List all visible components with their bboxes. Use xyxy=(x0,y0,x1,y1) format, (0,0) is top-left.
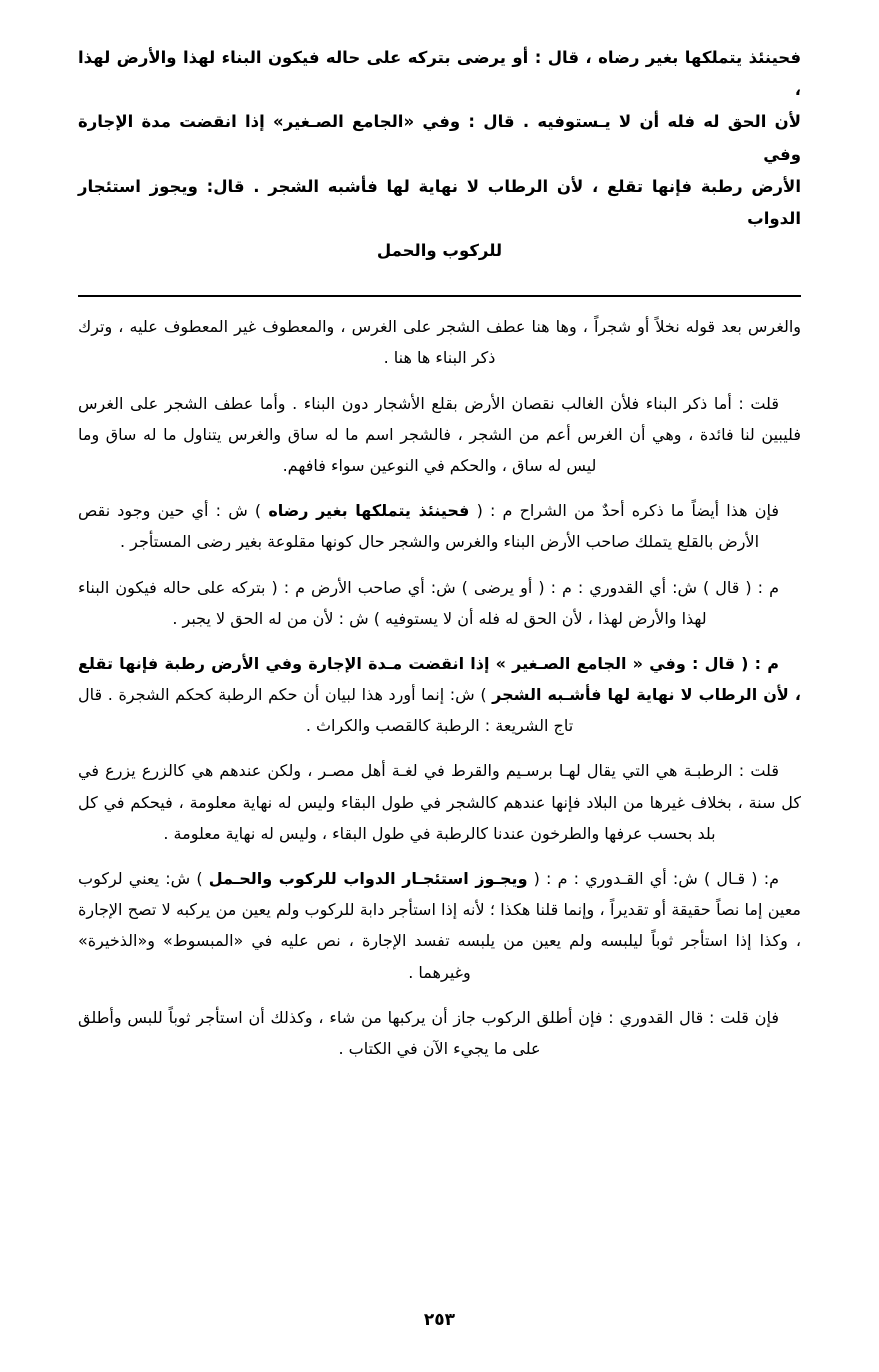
sharh-paragraph-4: م : ( قال ) ش: أي القدوري : م : ( أو يرضى ) ش: أي صاحب الأرض م : ( بتركه على حاله فيكون البناء لهذا والأرض لهذا ، لأن الحق له فله أن لا يستوفيه ) ش : لأن من له الحق لا يجبر . xyxy=(78,577,779,628)
section-divider xyxy=(78,295,801,297)
sharh-paragraph-2: قلت : أما ذكر البناء فلأن الغالب نقصان الأرض بقلع الأشجار دون البناء . وأما عطف الشجر على الغرس فليبين لنا فائدة ، وهي أن الغرس أعم من الشجر ، فالشجر اسم ما له ساق والغرس يتناول ما له ساق وما ليس له ساق ، والحكم في النوعين سواء فافهم. xyxy=(78,393,801,475)
sharh-p5-tail: ) ش: إنما أورد هذا لبيان أن حكم الرطبة كحكم الشجرة . قال تاج الشريعة : الرطبة كالقصب والكراث . xyxy=(78,685,574,736)
sharh-p5-quote: الجامع الصـغير » إذا انقضت مـدة الإجارة وفي الأرض رطبة فإنها تقلع ، لأن الرطاب لا نهاية لها فأشـبه الشجر xyxy=(78,653,802,705)
sharh-paragraph-8: فإن قلت : قال القدوري : فإن أطلق الركوب جاز أن يركبها من شاء ، وكذلك أن استأجر ثوباً للبس وأطلق على ما يجيء الآن في الكتاب . xyxy=(78,1007,779,1058)
sharh-p3-quote: فحينئذ يتملكها بغير رضاه xyxy=(268,501,470,521)
page-number: ٢٥٣ xyxy=(423,1310,456,1330)
sharh-paragraph-3 xyxy=(78,495,801,557)
matn-line-2: لأن الحق له فله أن لا يـستوفيه . قال : وفي «الجامع الصـغير» إذا انقضت مدة الإجارة وفي xyxy=(78,112,801,164)
sharh-paragraph-5 xyxy=(78,648,801,742)
matn-block xyxy=(78,42,801,267)
sharh-p7-quote: ويجـوز استئجـار الدواب للركوب والحـمل xyxy=(208,869,528,889)
sharh-paragraph-1: والغرس بعد قوله نخلاً أو شجراً ، وها هنا عطف الشجر على الغرس ، والمعطوف غير المعطوف عليه ، وترك ذكر البناء ها هنا . xyxy=(78,317,801,368)
sharh-paragraph-7 xyxy=(78,863,801,988)
matn-line-4: للركوب والحمل xyxy=(376,241,503,261)
sharh-p7-tail: ) ش: يعني لركوب معين إما نصاً حقيقة أو تقديراً ، وإنما قلنا هكذا ؛ لأنه إذا استأجر دابة للركوب ولم يعين من يركبه لا تصح الإجارة ، وكذا إذا استأجر ثوباً ليلبسه ولم يعين من يلبسه تفسد الإجارة ، نص عليه في «المبسوط» و«الذخيرة» وغيرهما . xyxy=(78,869,801,982)
sharh-paragraph-6: قلت : الرطبـة هي التي يقال لهـا برسـيم والقرط في لغـة أهل مصـر ، ولكن عندهم هي كالزرع يزرع في كل سنة ، بخلاف غيرها من البلاد فإنها عندهم كالشجر في طول البقاء وليس له نهاية معلومة ، فيحكم في كل بلد بحسب عرفها والطرخون عندنا كالرطبة في طول البقاء ، وليس له نهاية معلومة . xyxy=(78,761,801,843)
sharh-p3-tail: ) ش : أي حين وجود نقص الأرض بالقلع يتملك صاحب الأرض البناء والغرس والشجر حال كونها مقلوعة بغير رضى المستأجر . xyxy=(78,501,760,552)
sharh-p5-lead: م : ( قال : وفي « xyxy=(626,653,779,673)
matn-line-1: فحينئذ يتملكها بغير رضاه ، قال : أو يرضى بتركه على حاله فيكون البناء لهذا والأرض لهذا ، xyxy=(78,48,801,100)
matn-line-3: الأرض رطبة فإنها تقلع ، لأن الرطاب لا نهاية لها فأشبه الشجر . قال: ويجوز استئجار الدواب xyxy=(78,176,801,228)
sharh-block xyxy=(78,311,801,1064)
sharh-p7-lead: م: ( قـال ) ش: أي القـدوري : م : ( xyxy=(527,869,779,889)
sharh-p3-lead: فإن هذا أيضاً ما ذكره أحدٌ من الشراح م : ( xyxy=(469,501,780,521)
